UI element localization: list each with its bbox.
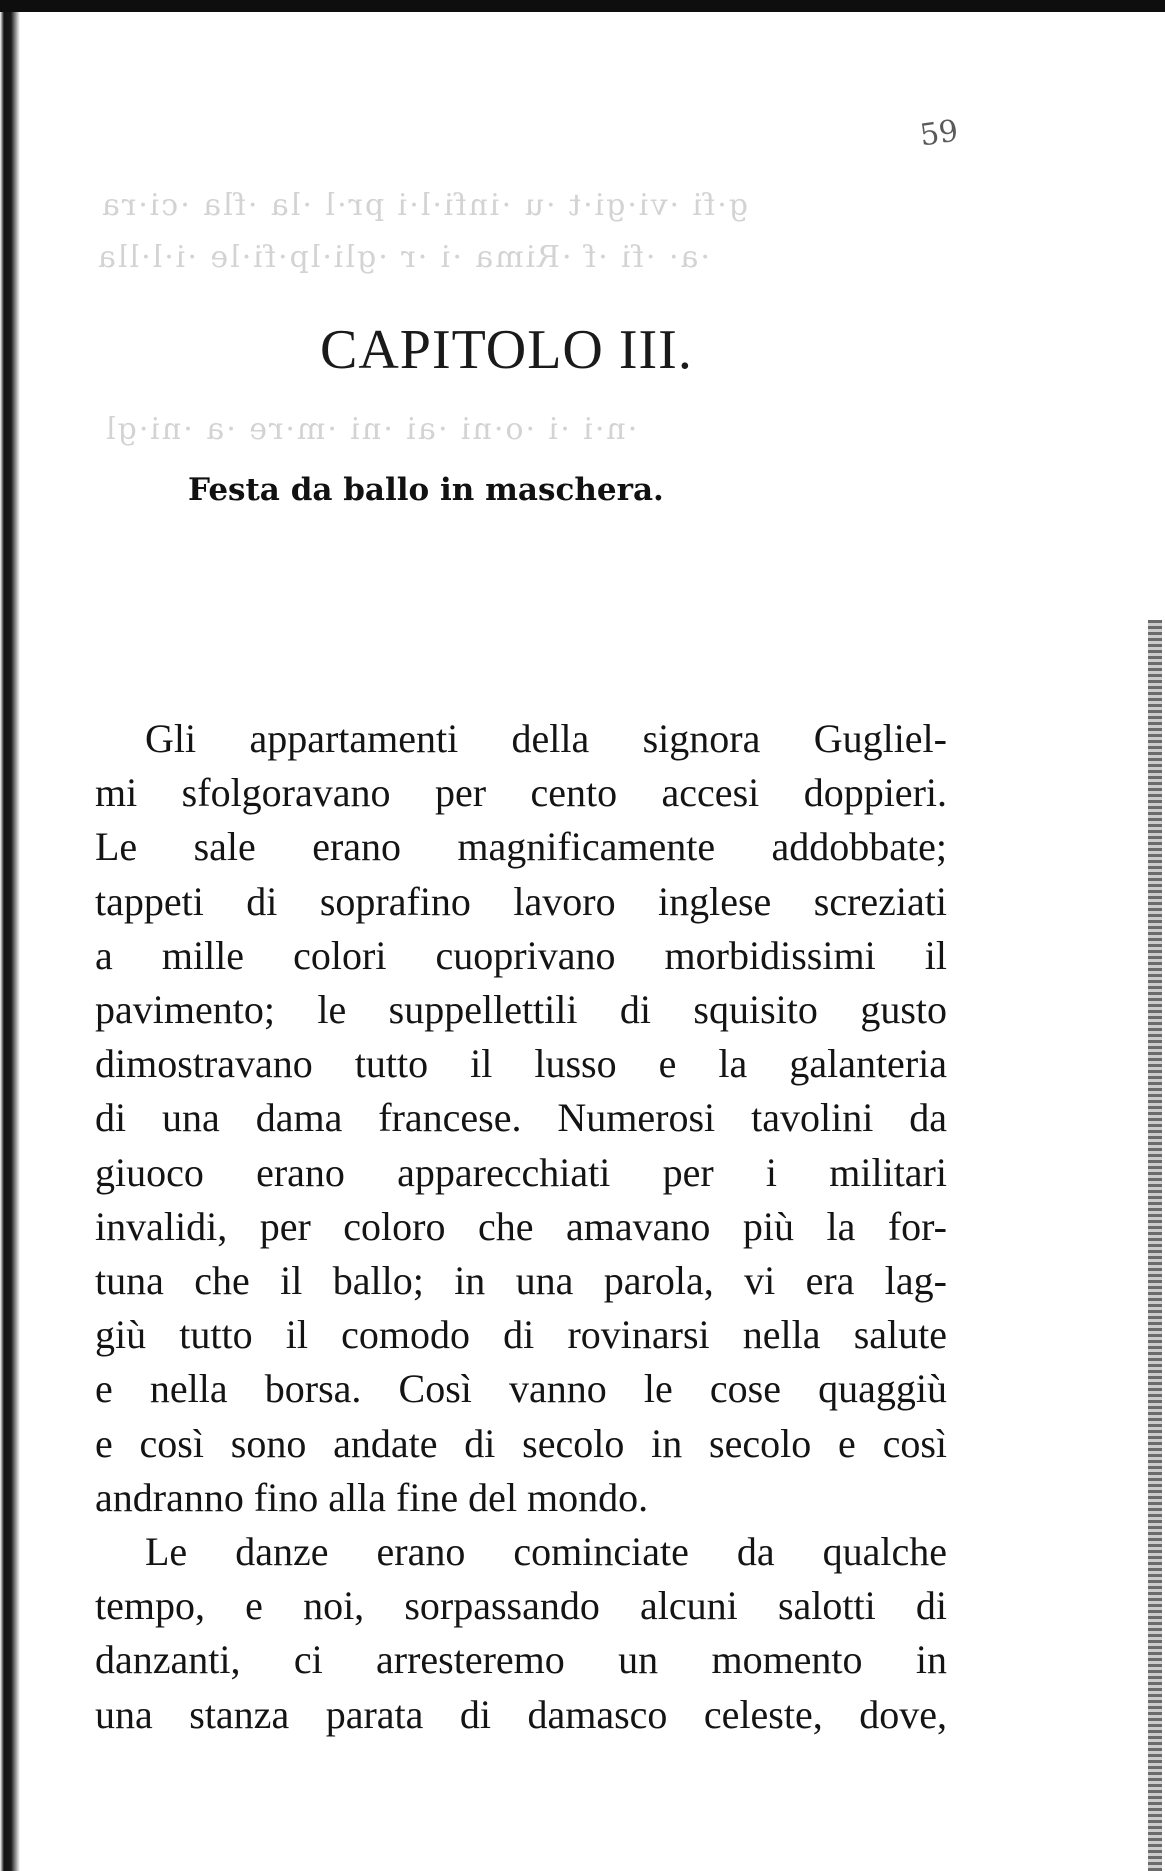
scan-top-border [0,0,1165,12]
scan-left-edge [0,12,20,1871]
text-line: una stanza parata di damasco celeste, dove, [95,1691,947,1737]
text-line: di una dama francese. Numerosi tavolini da [95,1095,947,1141]
text-line: e così sono andate di secolo in secolo e così [95,1420,947,1466]
text-line: giù tutto il comodo di rovinarsi nella salute [95,1312,947,1358]
text-line: andranno fino alla fine del mondo. [95,1474,649,1520]
text-line: tuna che il ballo; in una parola, vi era lag- [95,1258,947,1304]
text-line: danzanti, ci arresteremo un momento in [95,1637,947,1683]
text-line: pavimento; le suppellettili di squisito gusto [95,987,947,1033]
text-line: invalidi, per coloro che amavano più la for- [95,1203,947,1249]
text-line: tempo, e noi, sorpassando alcuni salotti di [95,1583,947,1629]
text-line: mi sfolgoravano per cento accesi doppieri. [95,770,947,816]
body-text [95,712,947,1742]
show-through-line: g·fi ·vi·gi·t ·u ·infi·l·i pr·l ·la ·fla ·ci·ra [100,188,748,223]
text-line: Gli appartamenti della signora Gugliel- [145,716,947,761]
text-line: giuoco erano apparecchiati per i militari [95,1149,947,1195]
text-line: e nella borsa. Così vanno le cose quaggiù [95,1366,947,1412]
text-line: dimostravano tutto il lusso e la galanteria [95,1041,947,1087]
chapter-subtitle: Festa da ballo in maschera. [188,472,664,508]
show-through-line: ·a· ·fi ·f ·Rima ·i ·r ·gli·lp·fi·le ·i·l·lla [96,240,710,275]
text-line: a mille colori cuoprivano morbidissimi il [95,932,947,978]
page-number: 59 [917,113,961,154]
chapter-title: CAPITOLO III. [320,319,693,381]
scan-right-edge [1148,620,1162,1871]
text-line: tappeti di soprafino lavoro inglese screziati [95,878,947,924]
text-line: Le sale erano magnificamente addobbate; [95,824,947,870]
text-line: Le danze erano cominciate da qualche [145,1529,947,1575]
show-through-line: ·n·i ·i ·o·ni ·ai ·ni ·m·re ·a ·ni·gl [104,412,638,447]
